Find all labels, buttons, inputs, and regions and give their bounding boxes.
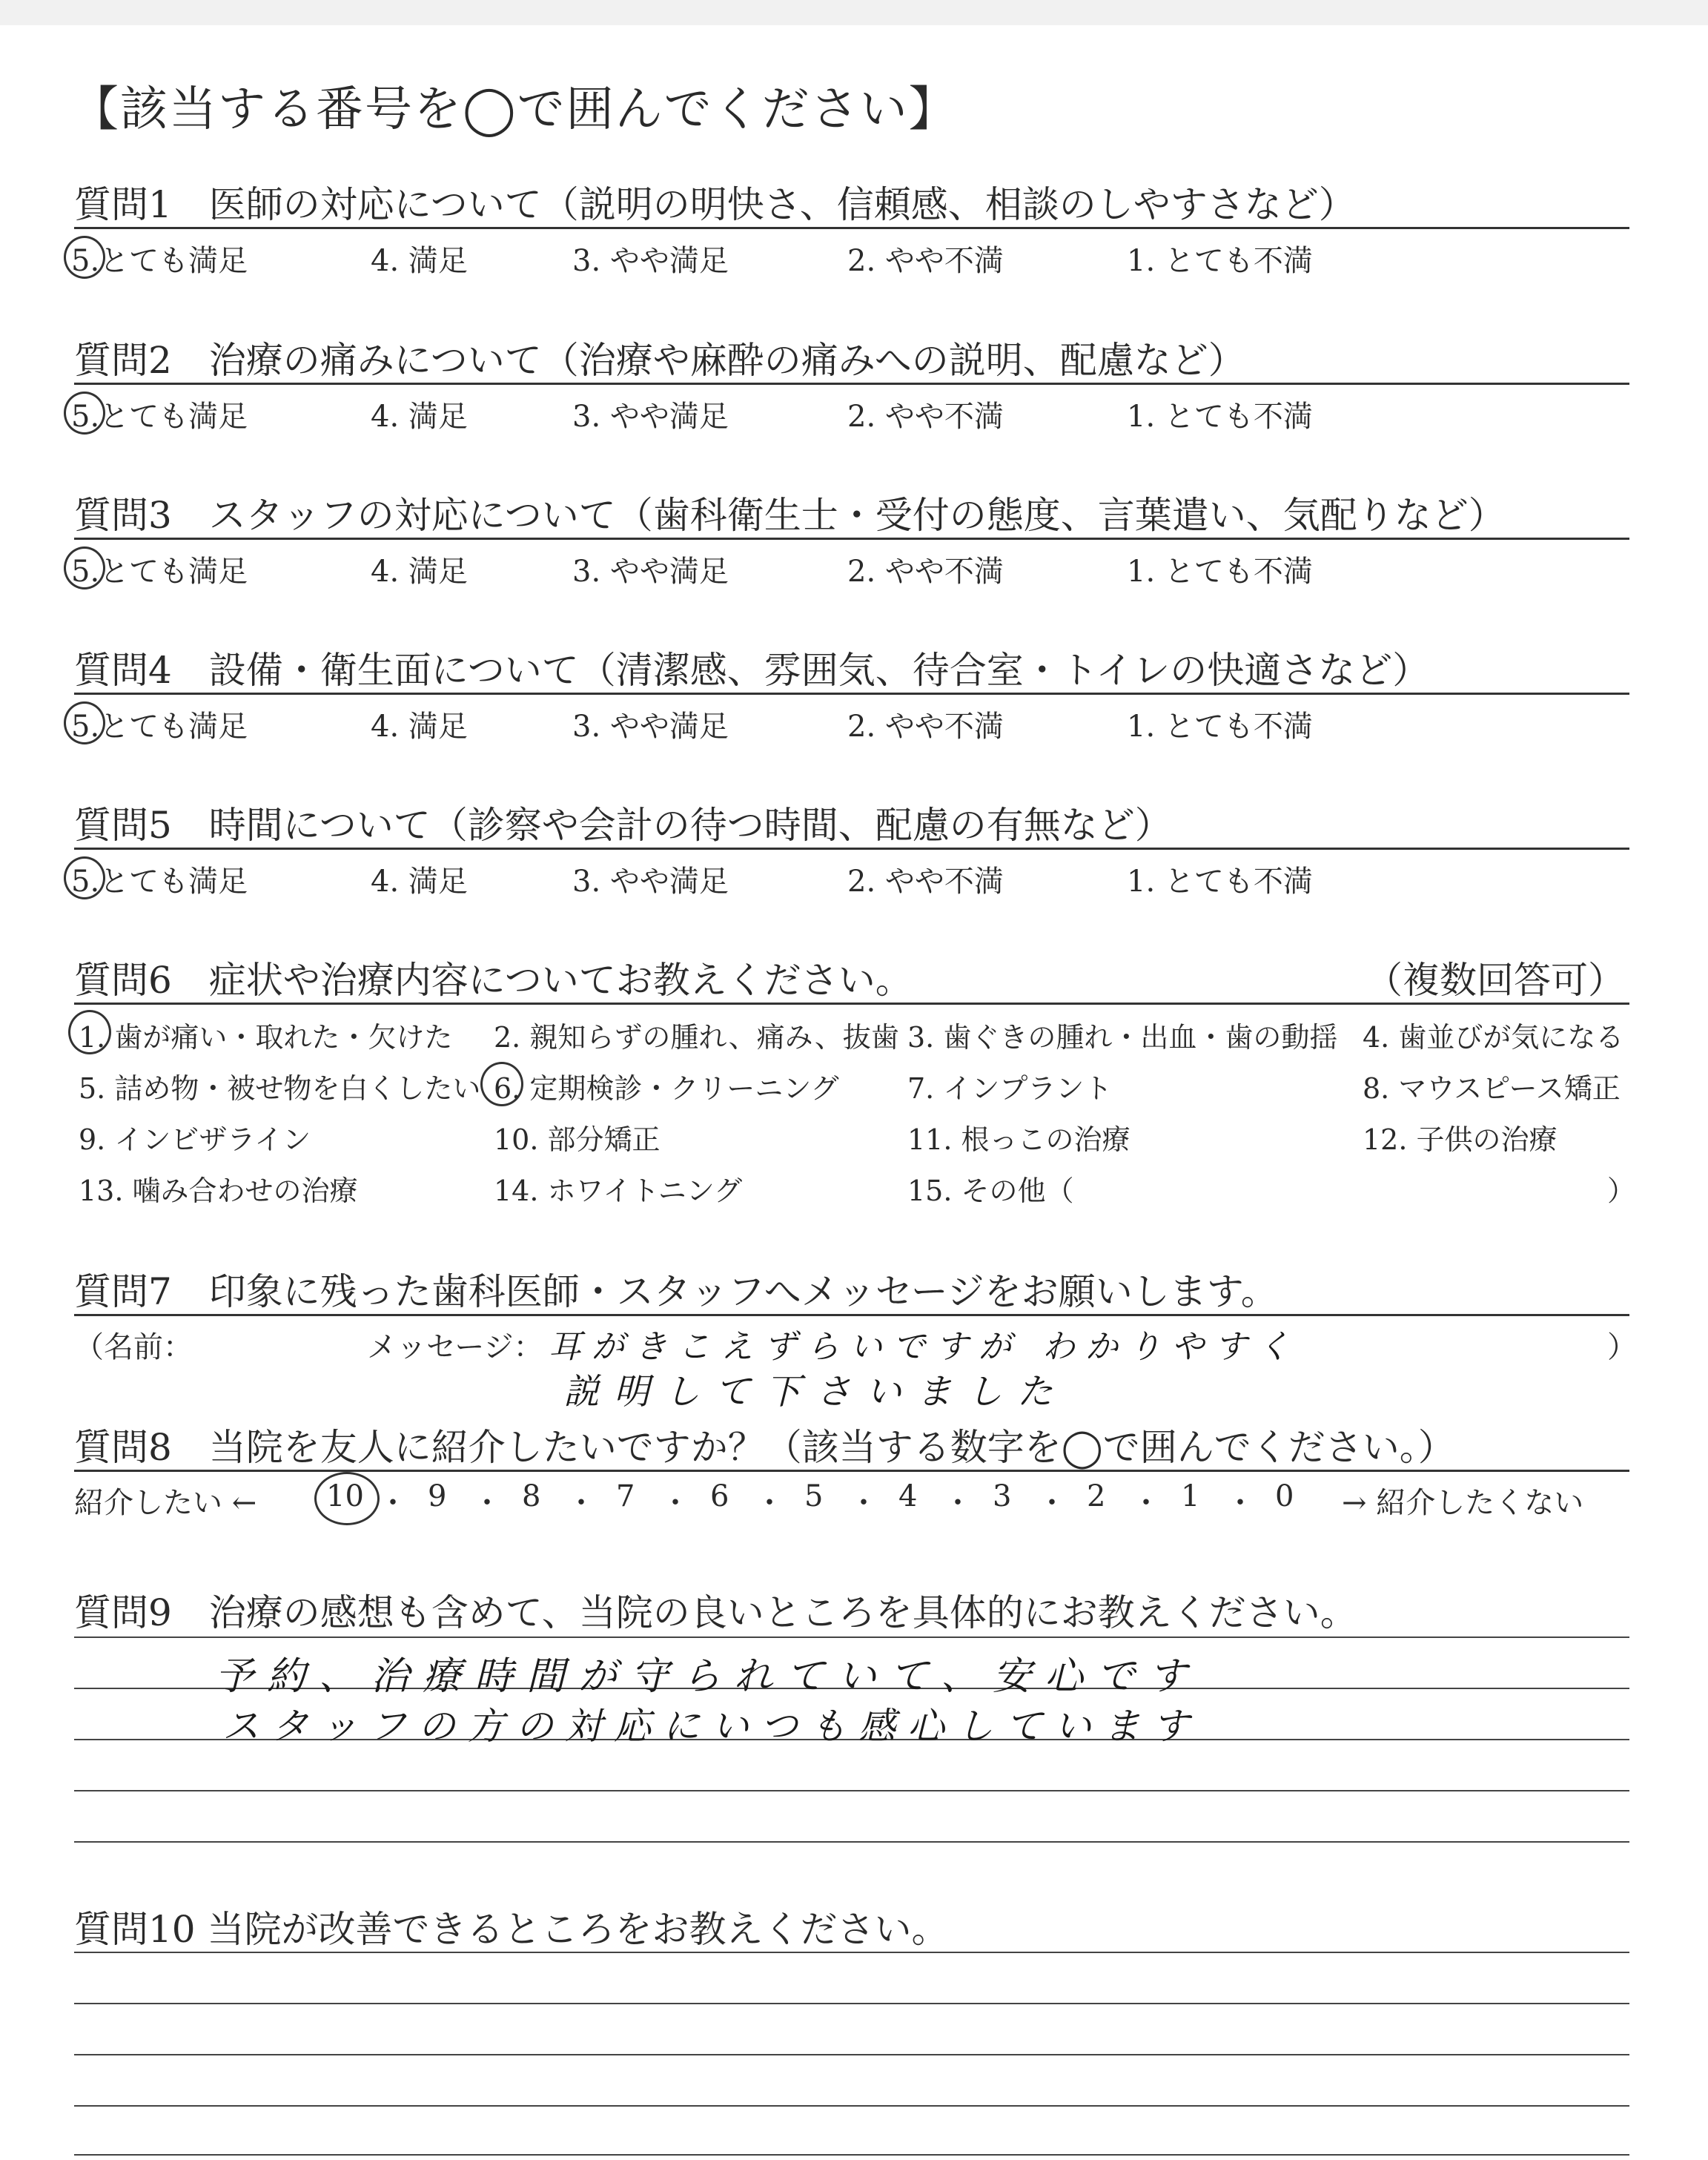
q8-separator: ・ [1037,1486,1067,1520]
q3-option-3[interactable]: 3. やや満足 [572,555,729,589]
q8-separator: ・ [755,1486,784,1520]
q6-rule [74,1003,1629,1005]
q8-scale-4[interactable]: 4 [898,1479,918,1513]
q9-answer-line1[interactable]: 予約、治療時間が守られていて、安心です [215,1654,1200,1699]
q8-separator: ・ [1225,1486,1255,1520]
q5-rule [74,848,1629,850]
q3-selected-circle [64,546,105,589]
q8-scale-1[interactable]: 1 [1181,1479,1200,1513]
q9-title: 質問9 治療の感想も含めて、当院の良いところを具体的にお教えください。 [74,1591,1357,1634]
q9-line-5 [74,1841,1629,1843]
q4-option-5[interactable]: 5.とても満足 [71,710,248,744]
q9-line-4 [74,1790,1629,1791]
q6-option-9[interactable]: 9. インビザライン [79,1123,311,1156]
q8-left-label: 紹介したい ← [74,1486,257,1520]
q6-option-5[interactable]: 5. 詰め物・被せ物を白くしたい [79,1072,481,1105]
q10-title: 質問10 当院が改善できるところをお教えください。 [74,1908,949,1951]
q8-scale-2[interactable]: 2 [1087,1479,1106,1513]
q2-option-3[interactable]: 3. やや満足 [572,400,729,434]
form-title: 【該当する番号を◯で囲んでください】 [71,82,958,137]
q8-separator: ・ [1131,1486,1161,1520]
q8-scale-8[interactable]: 8 [522,1479,541,1513]
q5-option-2[interactable]: 2. やや不満 [847,865,1004,899]
q6-option-8[interactable]: 8. マウスピース矯正 [1363,1072,1621,1105]
q6-option-4[interactable]: 4. 歯並びが気になる [1363,1021,1624,1054]
q8-scale-9[interactable]: 9 [428,1479,447,1513]
q7-rule [74,1314,1629,1316]
q4-option-4[interactable]: 4. 満足 [371,710,468,744]
q2-option-2[interactable]: 2. やや不満 [847,400,1004,434]
q6-option-1[interactable]: 1. 歯が痛い・取れた・欠けた [79,1021,453,1054]
q3-option-5[interactable]: 5.とても満足 [71,555,248,589]
q4-selected-circle [64,701,105,744]
q8-right-label: → 紹介したくない [1342,1486,1584,1520]
q10-line-3 [74,2054,1629,2055]
q1-option-2[interactable]: 2. やや不満 [847,244,1004,278]
q8-rule [74,1470,1629,1472]
q8-separator: ・ [378,1486,408,1520]
q8-scale-7[interactable]: 7 [616,1479,635,1513]
q6-selected-circle-6 [480,1062,523,1106]
q2-title: 質問2 治療の痛みについて（治療や麻酔の痛みへの説明、配慮など） [74,339,1245,382]
q7-title: 質問7 印象に残った歯科医師・スタッフへメッセージをお願いします。 [74,1270,1278,1313]
q2-option-4[interactable]: 4. 満足 [371,400,468,434]
q8-separator: ・ [472,1486,502,1520]
q6-option-10[interactable]: 10. 部分矯正 [494,1123,661,1156]
q1-rule [74,227,1629,229]
q1-option-4[interactable]: 4. 満足 [371,244,468,278]
q7-message-label: メッセージ： [367,1330,543,1364]
q5-option-4[interactable]: 4. 満足 [371,865,468,899]
q1-title: 質問1 医師の対応について（説明の明快さ、信頼感、相談のしやすさなど） [74,183,1356,226]
q8-selected-circle [314,1472,380,1525]
q8-separator: ・ [849,1486,878,1520]
q10-line-1 [74,1952,1629,1953]
q2-selected-circle [64,392,105,435]
q8-separator: ・ [943,1486,973,1520]
q2-option-5[interactable]: 5.とても満足 [71,400,248,434]
q4-rule [74,693,1629,695]
q8-separator: ・ [661,1486,690,1520]
q5-option-1[interactable]: 1. とても不満 [1127,865,1313,899]
q9-answer-line2[interactable]: スタッフの方の対応にいつも感心しています [222,1705,1201,1748]
q8-title: 質問8 当院を友人に紹介したいですか？（該当する数字を◯で囲んでください。） [74,1426,1455,1469]
q7-message-line1[interactable]: 耳がきこえずらいですが わかりやすく [549,1328,1300,1366]
q5-option-5[interactable]: 5.とても満足 [71,865,248,899]
q1-selected-circle [64,236,105,279]
q5-title: 質問5 時間について（診察や会計の待つ時間、配慮の有無など） [74,804,1172,847]
q8-separator: ・ [566,1486,596,1520]
q8-scale-0[interactable]: 0 [1275,1479,1294,1513]
q6-multiple-note: （複数回答可） [1366,959,1625,1002]
q4-title: 質問4 設備・衛生面について（清潔感、雰囲気、待合室・トイレの快適さなど） [74,649,1430,692]
q2-rule [74,383,1629,385]
q8-scale-5[interactable]: 5 [804,1479,824,1513]
q3-option-2[interactable]: 2. やや不満 [847,555,1004,589]
q4-option-1[interactable]: 1. とても不満 [1127,710,1313,744]
q7-message-line2[interactable]: 説明して下さいました [563,1371,1068,1413]
q6-option-15[interactable]: 15. その他（ [907,1175,1074,1207]
q3-title: 質問3 スタッフの対応について（歯科衛生士・受付の態度、言葉遣い、気配りなど） [74,494,1506,537]
q6-option-6[interactable]: 6. 定期検診・クリーニング [494,1072,839,1105]
q10-line-2 [74,2003,1629,2004]
q6-option-14[interactable]: 14. ホワイトニング [494,1175,743,1207]
q6-option-12[interactable]: 12. 子供の治療 [1363,1123,1558,1156]
q6-option-3[interactable]: 3. 歯ぐきの腫れ・出血・歯の動揺 [907,1021,1338,1054]
q5-selected-circle [64,856,105,899]
q8-scale-10[interactable]: 10 [326,1479,364,1513]
q1-option-3[interactable]: 3. やや満足 [572,244,729,278]
q8-scale-6[interactable]: 6 [710,1479,729,1513]
q6-option-2[interactable]: 2. 親知らずの腫れ、痛み、抜歯 [494,1021,899,1054]
q3-option-4[interactable]: 4. 満足 [371,555,468,589]
q3-option-1[interactable]: 1. とても不満 [1127,555,1313,589]
q7-name-label[interactable]: （名前： [74,1330,193,1364]
q6-selected-circle-1 [68,1010,111,1054]
q5-option-3[interactable]: 3. やや満足 [572,865,729,899]
q6-option-7[interactable]: 7. インプラント [907,1072,1113,1105]
q10-line-5 [74,2154,1629,2156]
q1-option-5[interactable]: 5.とても満足 [71,244,248,278]
q6-other-close-paren: ） [1607,1175,1636,1207]
q6-option-13[interactable]: 13. 噛み合わせの治療 [79,1175,358,1207]
q10-line-4 [74,2105,1629,2107]
q7-close-paren: ） [1607,1330,1637,1364]
q9-line-1 [74,1636,1629,1638]
q6-title: 質問6 症状や治療内容についてお教えください。 [74,959,913,1002]
scan-top-edge [0,0,1708,25]
q8-scale-3[interactable]: 3 [993,1479,1012,1513]
q4-option-2[interactable]: 2. やや不満 [847,710,1004,744]
q1-option-1[interactable]: 1. とても不満 [1127,244,1313,278]
q2-option-1[interactable]: 1. とても不満 [1127,400,1313,434]
q6-option-11[interactable]: 11. 根っこの治療 [907,1123,1131,1156]
q3-rule [74,538,1629,540]
q4-option-3[interactable]: 3. やや満足 [572,710,729,744]
